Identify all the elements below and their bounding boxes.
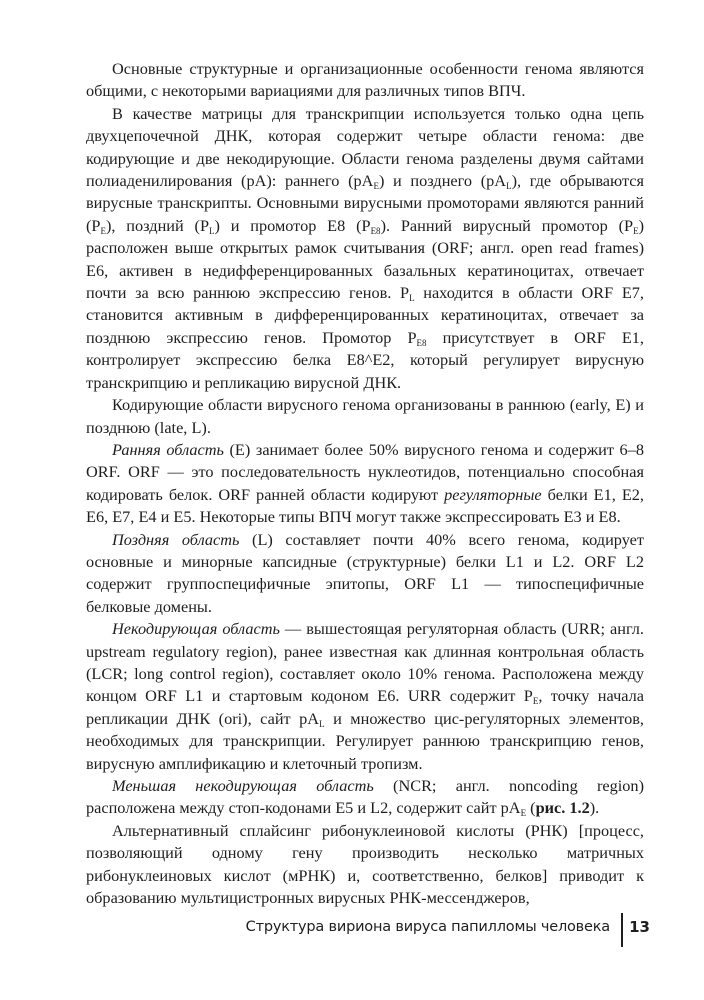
paragraph-late-region: Поздняя область (L) составляет почти 40% всего генома, кодирует основные и минорные капсидные (структурные) белки L1 и L2. ORF L2 содержит группоспецифичные эпитопы, ORF L1 — типоспецифичные белковые домены. (86, 529, 644, 616)
footer-divider (621, 913, 623, 947)
paragraph-alternative-splicing: Альтернативный сплайсинг рибонуклеиновой кислоты (РНК) [процесс, позволяющий одному гену производить несколько матричных рибонуклеиновых кислот (мРНК) и, соответственно, белков] приводит к образованию мультицистронных вирусных РНК-мессенджеров, (86, 820, 644, 908)
paragraph-genome-features: Основные структурные и организационные особенности генома являются общими, с некоторыми вариациями для различных типов ВПЧ. (86, 59, 644, 101)
running-title: Структура вириона вируса папилломы человека (245, 919, 610, 935)
page-body (86, 58, 644, 909)
figure-reference: рис. 1.2 (535, 798, 590, 818)
paragraph-early-region: Ранняя область (E) занимает более 50% вирусного генома и содержит 6–8 ORF. ORF — это последовательность нуклеотидов, потенциально способная кодировать белок. ORF ранней области кодируют регуляторные белки E1, E2, E6, E7, E4 и E5. Некоторые типы ВПЧ могут также экспрессировать E3 и E8. (86, 439, 644, 527)
paragraph-small-noncoding-region: Меньшая некодирующая область (NCR; англ. noncoding region) расположена между стоп-кодонами E5 и L2, содержит сайт $pA_E$ (рис. 1.2). (86, 776, 644, 819)
page-footer (245, 913, 650, 945)
paragraph-coding-regions: Кодирующие области вирусного генома организованы в раннюю (early, E) и позднюю (late, L). (86, 395, 644, 437)
paragraph-noncoding-region: Некодирующая область — вышестоящая регуляторная область (URR; англ. upstream regulatory region), ранее известная как длинная контрольная область (LCR; long control region), составляет около 10% генома. Расположена между концом ORF L1 и стартовым кодоном E6. URR содержит $P_E$, точку начала репликации ДНК (ori), сайт $pA_L$ и множество цис-регуляторных элементов, необходимых для транскрипции. Регулирует раннюю транскрипцию генов, вирусную амплификацию и клеточный тропизм. (86, 619, 645, 773)
paragraph-transcription-matrix: В качестве матрицы для транскрипции используется только одна цепь двухцепочечной ДНК, которая содержит четыре области генома: две кодирующие и две некодирующие. Области генома разделены двумя сайтами полиаденилирования (pA): раннего $(pA_E)$ и позднего $(pA_L)$, где обрываются вирусные транскрипты. Основными вирусными промоторами являются ранний $(P_E)$, поздний $(P_L)$ и промотор E8 $(P_{E8})$. Ранний вирусный промотор $(P_E)$ расположен выше открытых рамок считывания (ORF; англ. open read frames) E6, активен в недифференцированных базальных кератиноцитах, отвечает почти за всю раннюю экспрессию генов. $P_L$ находится в области ORF E7, становится активным в дифференцированных кератиноцитах, отвечает за позднюю экспрессию генов. Промотор $P_{E8}$ присутствует в ORF E1, контролирует экспрессию белка E8^E2, который регулирует вирусную транскрипцию и репликацию вирусной ДНК. (86, 103, 644, 392)
page-number: 13 (629, 918, 650, 936)
